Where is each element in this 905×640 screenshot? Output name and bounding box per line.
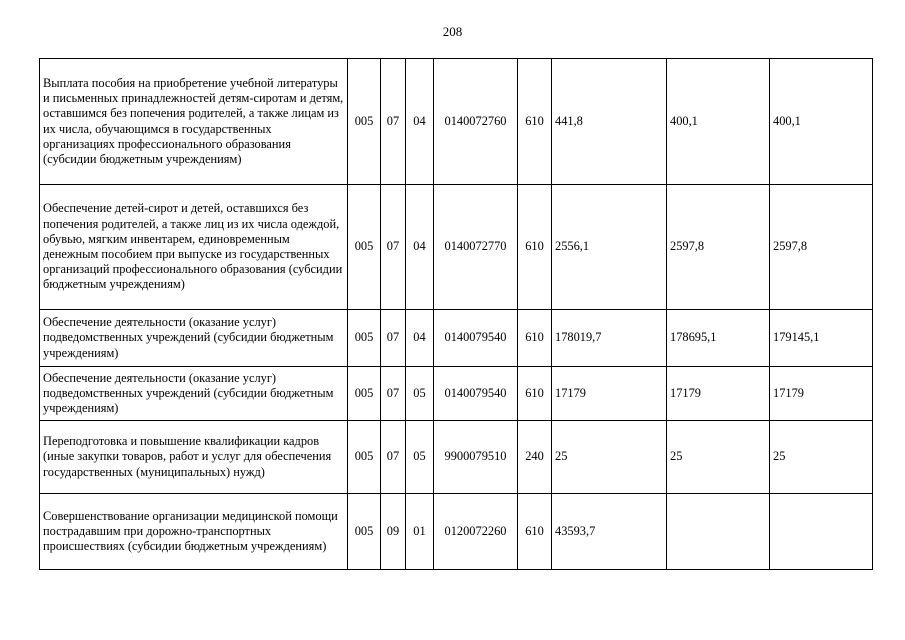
- subsection-code-cell: 05: [406, 367, 434, 421]
- sum-year3-cell: 179145,1: [770, 310, 873, 367]
- expense-name-cell: Обеспечение деятельности (оказание услуг) подведомственных учреждений (субсидии бюджетным учреждениям): [40, 310, 348, 367]
- table-row: [40, 421, 873, 494]
- expense-name-cell: Переподготовка и повышение квалификации кадров (иные закупки товаров, работ и услуг для обеспечения государственных (муниципальных) нужд): [40, 421, 348, 494]
- sum-year3-cell: 2597,8: [770, 185, 873, 310]
- sum-year1-cell: 441,8: [552, 59, 667, 185]
- expense-name-cell: Совершенствование организации медицинской помощи пострадавшим при дорожно-транспортных происшествиях (субсидии бюджетным учреждениям): [40, 494, 348, 570]
- sum-year1-cell: 2556,1: [552, 185, 667, 310]
- table-row: [40, 310, 873, 367]
- subsection-code-cell: 05: [406, 421, 434, 494]
- table-row: [40, 185, 873, 310]
- ministry-code-cell: 005: [348, 494, 381, 570]
- subsection-code-cell: 01: [406, 494, 434, 570]
- ministry-code-cell: 005: [348, 367, 381, 421]
- subsection-code-cell: 04: [406, 59, 434, 185]
- sum-year1-cell: 43593,7: [552, 494, 667, 570]
- sum-year2-cell: 178695,1: [667, 310, 770, 367]
- ministry-code-cell: 005: [348, 310, 381, 367]
- target-article-cell: 9900079510: [434, 421, 518, 494]
- expense-type-cell: 610: [518, 494, 552, 570]
- sum-year2-cell: 400,1: [667, 59, 770, 185]
- target-article-cell: 0140079540: [434, 367, 518, 421]
- budget-table: [39, 58, 873, 570]
- ministry-code-cell: 005: [348, 185, 381, 310]
- section-code-cell: 09: [381, 494, 406, 570]
- expense-type-cell: 610: [518, 367, 552, 421]
- expense-name-cell: Обеспечение детей-сирот и детей, оставшихся без попечения родителей, а также лиц из их числа одеждой, обувью, мягким инвентарем, единовременным денежным пособием при выпуске из государственных организаций профессионального образования (субсидии бюджетным учреждениям): [40, 185, 348, 310]
- expense-name-cell: Выплата пособия на приобретение учебной литературы и письменных принадлежностей детям-сиротам и детям, оставшимся без попечения родителей, а также лицам из их числа, обучающимся в государственных организациях профессионального образования (субсидии бюджетным учреждениям): [40, 59, 348, 185]
- sum-year2-cell: 17179: [667, 367, 770, 421]
- ministry-code-cell: 005: [348, 59, 381, 185]
- sum-year3-cell: 400,1: [770, 59, 873, 185]
- section-code-cell: 07: [381, 367, 406, 421]
- page-number: 208: [442, 24, 463, 39]
- expense-type-cell: 610: [518, 59, 552, 185]
- table-row: [40, 494, 873, 570]
- target-article-cell: 0140079540: [434, 310, 518, 367]
- target-article-cell: 0120072260: [434, 494, 518, 570]
- section-code-cell: 07: [381, 310, 406, 367]
- table-row: [40, 367, 873, 421]
- section-code-cell: 07: [381, 59, 406, 185]
- sum-year1-cell: 178019,7: [552, 310, 667, 367]
- ministry-code-cell: 005: [348, 421, 381, 494]
- sum-year1-cell: 25: [552, 421, 667, 494]
- target-article-cell: 0140072770: [434, 185, 518, 310]
- expense-type-cell: 610: [518, 310, 552, 367]
- sum-year2-cell: [667, 494, 770, 570]
- sum-year3-cell: [770, 494, 873, 570]
- section-code-cell: 07: [381, 185, 406, 310]
- sum-year2-cell: 2597,8: [667, 185, 770, 310]
- sum-year3-cell: 25: [770, 421, 873, 494]
- target-article-cell: 0140072760: [434, 59, 518, 185]
- expense-name-cell: Обеспечение деятельности (оказание услуг) подведомственных учреждений (субсидии бюджетным учреждениям): [40, 367, 348, 421]
- subsection-code-cell: 04: [406, 185, 434, 310]
- table-body: [40, 59, 873, 570]
- expense-type-cell: 610: [518, 185, 552, 310]
- sum-year2-cell: 25: [667, 421, 770, 494]
- expense-type-cell: 240: [518, 421, 552, 494]
- section-code-cell: 07: [381, 421, 406, 494]
- subsection-code-cell: 04: [406, 310, 434, 367]
- table-row: [40, 59, 873, 185]
- sum-year1-cell: 17179: [552, 367, 667, 421]
- sum-year3-cell: 17179: [770, 367, 873, 421]
